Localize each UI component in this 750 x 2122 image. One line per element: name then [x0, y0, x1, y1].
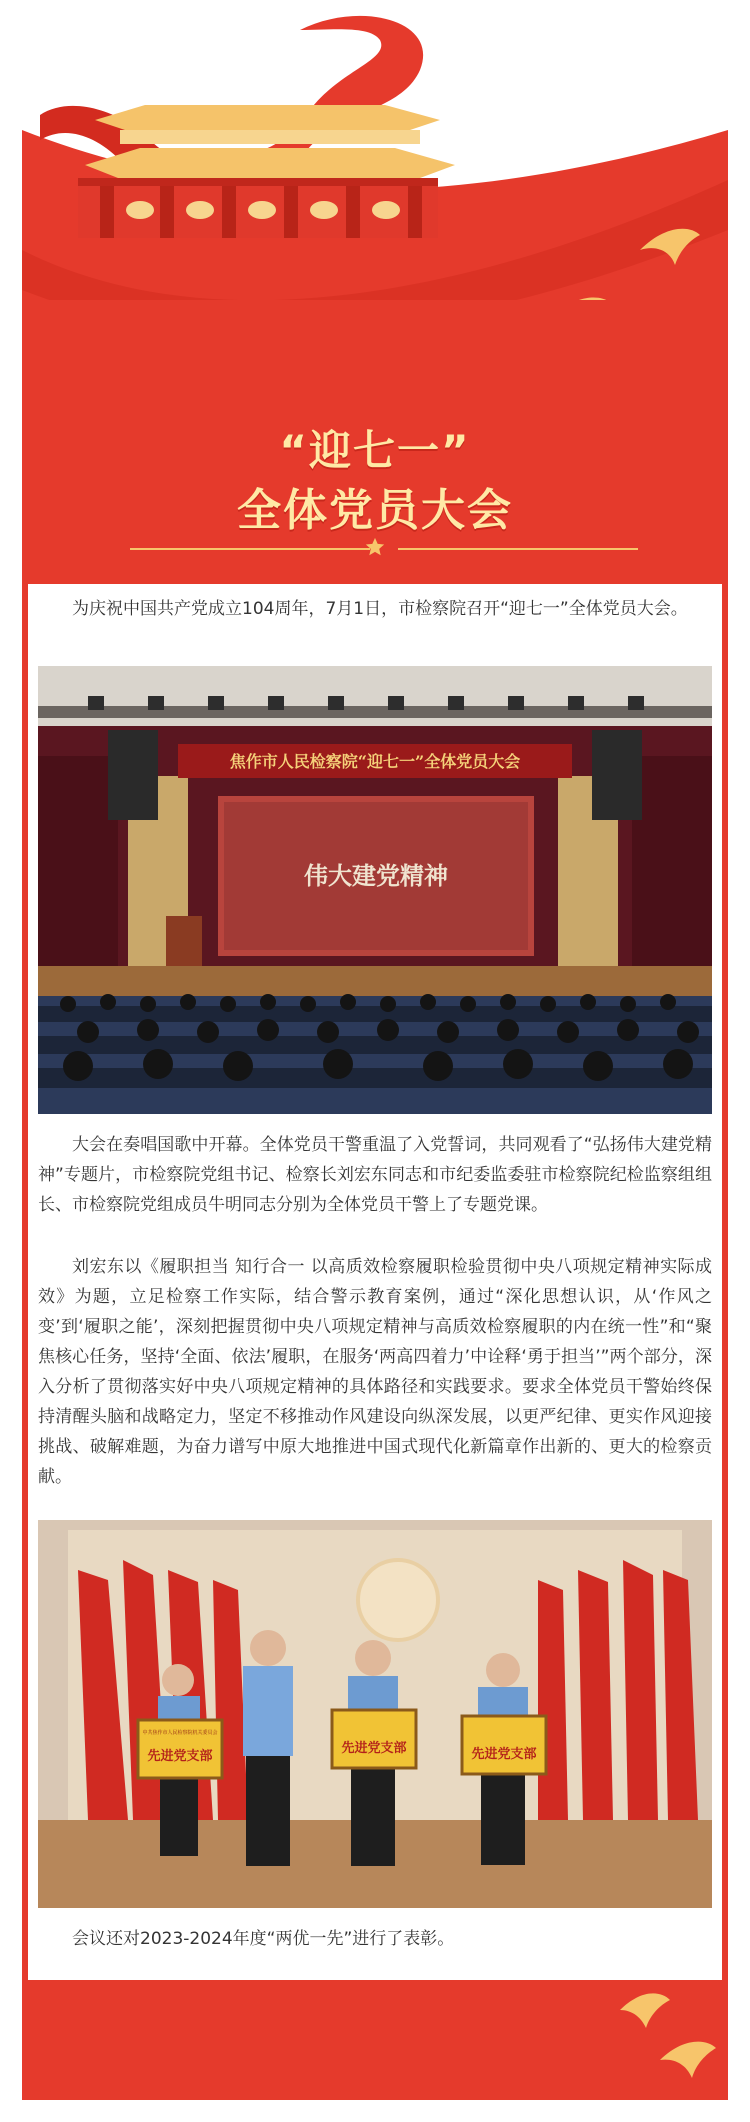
paragraph-2: 大会在奏唱国歌中开幕。全体党员干警重温了入党誓词，共同观看了“弘扬伟大建党精神”专题片，市检察院党组书记、检察长刘宏东同志和市纪委监委驻市检察院纪检监察组组长、市检察院党组成员牛明同志分别为全体党员干警上了专题党课。 [38, 1135, 712, 1215]
footer-dove-icon [600, 1980, 728, 2100]
screen-text: 伟大建党精神 [304, 861, 448, 890]
article-card [28, 584, 722, 1980]
title-divider-right [398, 548, 638, 550]
title-divider-left [130, 548, 370, 550]
page-title-line2: 全体党员大会 [237, 485, 513, 536]
paragraph-3: 刘宏东以《履职担当 知行合一 以高质效检察履职检验贯彻中央八项规定精神实际成效》为题，立足检察工作实际，结合警示教育案例，通过“深化思想认识，从‘作风之变’到‘履职之能’，深刻把握贯彻中央八项规定精神与高质效检察履职的内在统一性”和“聚焦核心任务，坚持‘全面、依法’履职，在服务‘两高四着力’中诠释‘勇于担当’”两个部分，深入分析了贯彻落实好中央八项规定精神的具体路径和实践要求。要求全体党员干警始终保持清醒头脑和战略定力，坚定不移推动作风建设向纵深发展，以更严纪律、更实作风迎接挑战、破解难题，为奋力谱写中原大地推进中国式现代化新篇章作出新的、更大的检察贡献。 [38, 1257, 712, 1487]
page-title-line1: “迎七一” [279, 426, 471, 475]
plaque-small-text: 中共焦作市人民检察院机关委员会 [142, 1730, 218, 1736]
gate-icon [78, 105, 455, 238]
plaque-2-text: 先进党支部 [341, 1741, 407, 1756]
intro-paragraph: 为庆祝中国共产党成立104周年，7月1日，市检察院召开“迎七一”全体党员大会。 [72, 599, 688, 619]
stage-banner-text: 焦作市人民检察院“迎七一”全体党员大会 [229, 752, 521, 771]
party-emblem-icon [358, 1560, 438, 1640]
plaque-1-text: 先进党支部 [147, 1749, 213, 1764]
auditorium-photo [38, 666, 712, 1114]
award-photo [38, 1520, 712, 1908]
plaque-3-text: 先进党支部 [471, 1747, 537, 1762]
star-icon [364, 536, 386, 558]
paragraph-4: 会议还对2023-2024年度“两优一先”进行了表彰。 [72, 1929, 455, 1949]
